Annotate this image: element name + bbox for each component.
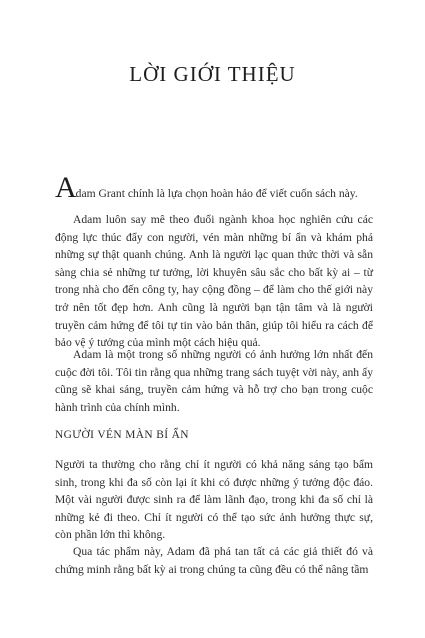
- section-heading: NGƯỜI VÉN MÀN BÍ ẨN: [55, 429, 189, 441]
- body-paragraph-4: Người ta thường cho rằng chỉ ít người có khả năng sáng tạo bẩm sinh, trong khi đa số còn lại ít khi có được những ý tưởng độc đáo. Một vài người được sinh ra để làm lãnh đạo, trong khi đa số chỉ là những kẻ đi theo. Chỉ ít người có thể tạo sức ảnh hưởng thực sự, còn phần lớn thì không.: [55, 458, 373, 542]
- body-paragraph-2: Adam luôn say mê theo đuổi ngành khoa học nghiên cứu các động lực thúc đẩy con người, vén màn những bí ẩn và khám phá những sự thật quanh chúng. Anh là người lạc quan thức thời và sẵn sàng chia sẻ những tư tưởng, lời khuyên sâu sắc cho bất kỳ ai – từ trong nhà cho đến công ty, hay cộng đồng – để làm cho thế giới này trở nên tốt đẹp hơn. Anh cũng là người bạn tận tâm và là người truyền cảm hứng để tôi tự tin vào bản thân, giúp tôi hiểu ra cách để bảo vệ ý tưởng của mình một cách hiệu quả.: [55, 213, 373, 350]
- intro-paragraph: [55, 171, 373, 204]
- body-paragraph-3: Adam là một trong số những người có ảnh hưởng lớn nhất đến cuộc đời tôi. Tôi tin rằng qua những trang sách tuyệt vời này, anh ấy cũng sẽ khai sáng, truyền cảm hứng và hỗ trợ cho bạn trong cuộc hành trình của chính mình.: [55, 348, 373, 414]
- page-title: LỜI GIỚI THIỆU: [129, 62, 296, 86]
- body-paragraph-5: Qua tác phẩm này, Adam đã phá tan tất cả các giả thiết đó và chứng minh rằng bất kỳ ai trong chúng ta cũng đều có thể nâng tầm: [55, 545, 373, 576]
- intro-paragraph-text: dam Grant chính là lựa chọn hoàn hảo để viết cuốn sách này.: [75, 187, 358, 200]
- drop-cap: A: [55, 171, 76, 204]
